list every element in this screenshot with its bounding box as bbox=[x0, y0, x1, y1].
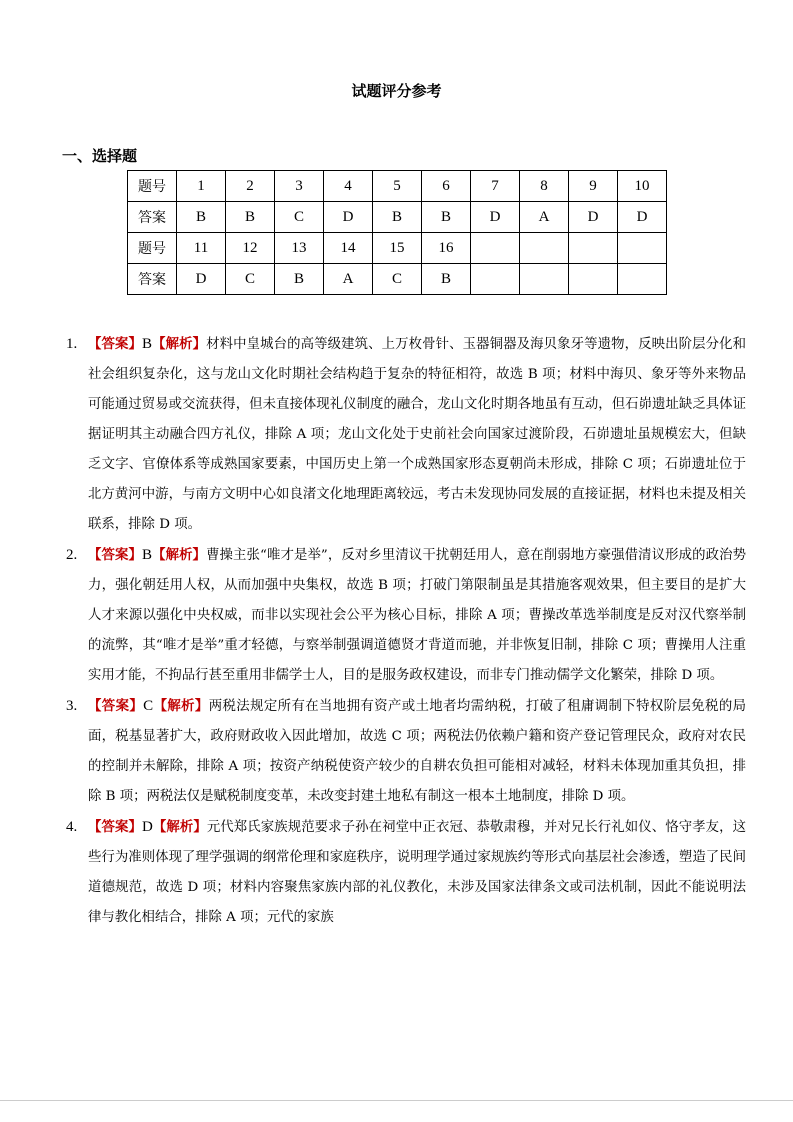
analysis-tag: 【解析】 bbox=[153, 699, 209, 714]
analysis-text: 元代郑氏家族规范要求子孙在祠堂中正衣冠、恭敬肃穆，并对兄长行礼如仪、恪守孝友，这些行为准则体现了理学强调的纲常伦理和家庭秩序，说明理学通过家规族约等形式向基层社会渗透，塑造了民间道德规范，故选 D 项；材料内容聚焦家族内部的礼仪教化，未涉及国家法律条文或司法机制，因此不能说明法律与教化相结合，排除 A 项；元代的家族 bbox=[88, 820, 747, 925]
analysis-tag: 【解析】 bbox=[151, 548, 207, 563]
list-item bbox=[66, 540, 746, 691]
item-number: 4. bbox=[66, 819, 78, 835]
table-cell: D bbox=[618, 202, 667, 233]
table-cell: 15 bbox=[373, 233, 422, 264]
table-cell: B bbox=[275, 264, 324, 295]
table-row bbox=[128, 171, 667, 202]
table-cell: B bbox=[422, 202, 471, 233]
table-cell: 2 bbox=[226, 171, 275, 202]
table-cell bbox=[471, 233, 520, 264]
page-bottom-divider bbox=[0, 1100, 793, 1101]
page-title: 试题评分参考 bbox=[351, 82, 442, 100]
item-number: 2. bbox=[66, 547, 78, 563]
table-cell bbox=[618, 264, 667, 295]
item-number: 1. bbox=[66, 336, 78, 352]
table-cell: A bbox=[324, 264, 373, 295]
table-cell: B bbox=[373, 202, 422, 233]
table-row-header: 题号 bbox=[128, 171, 177, 202]
table-cell: 8 bbox=[520, 171, 569, 202]
item-number: 3. bbox=[66, 698, 78, 714]
table-cell: D bbox=[471, 202, 520, 233]
table-cell: C bbox=[275, 202, 324, 233]
analysis-text: 曹操主张“唯才是举”，反对乡里清议干扰朝廷用人，意在削弱地方豪强借清议形成的政治势力，强化朝廷用人权，从而加强中央集权，故选 B 项；打破门第限制虽是其措施客观效果，但主要目的是扩大人才来源以强化中央权威，而非以实现社会公平为核心目标，排除 A 项；曹操改革选举制度是反对汉代察举制的流弊，其“唯才是举”重才轻德，与察举制强调道德贤才背道而驰，并非恢复旧制，排除 C 项；曹操用人注重实用才能，不拘品行甚至重用非儒学士人，目的是服务政权建设，而非专门推动儒学文化繁荣，排除 D 项。 bbox=[88, 548, 747, 683]
answer-letter: B bbox=[142, 336, 153, 352]
table-cell: 4 bbox=[324, 171, 373, 202]
table-cell bbox=[471, 264, 520, 295]
table-cell: D bbox=[569, 202, 618, 233]
table-cell: D bbox=[177, 264, 226, 295]
answer-tag: 【答案】 bbox=[88, 548, 142, 563]
answer-letter: D bbox=[141, 819, 153, 835]
table-cell: 5 bbox=[373, 171, 422, 202]
table-cell: A bbox=[520, 202, 569, 233]
answer-letter: B bbox=[141, 547, 152, 563]
answer-tag: 【答案】 bbox=[88, 337, 142, 352]
table-cell: D bbox=[324, 202, 373, 233]
table-cell: 3 bbox=[275, 171, 324, 202]
table-cell bbox=[520, 233, 569, 264]
table-cell: 7 bbox=[471, 171, 520, 202]
analysis-tag: 【解析】 bbox=[152, 337, 207, 352]
table-cell: 11 bbox=[177, 233, 226, 264]
table-cell: B bbox=[177, 202, 226, 233]
list-item bbox=[66, 329, 746, 540]
table-cell bbox=[520, 264, 569, 295]
table-row-header: 答案 bbox=[128, 264, 177, 295]
analysis-text: 两税法规定所有在当地拥有资产或土地者均需纳税，打破了租庸调制下特权阶层免税的局面，税基显著扩大，政府财政收入因此增加，故选 C 项；两税法仍依赖户籍和资产登记管理民众，政府对农民的控制并未解除，排除 A 项；按资产纳税使资产较少的自耕农负担可能相对减轻，材料未体现加重其负担，排除 B 项；两税法仅是赋税制度变革，未改变封建土地私有制这一根本土地制度，排除 D 项。 bbox=[88, 699, 747, 804]
table-cell: B bbox=[422, 264, 471, 295]
table-cell: 12 bbox=[226, 233, 275, 264]
table-cell: 16 bbox=[422, 233, 471, 264]
table-cell: C bbox=[226, 264, 275, 295]
table-cell bbox=[569, 233, 618, 264]
table-cell: B bbox=[226, 202, 275, 233]
table-cell: C bbox=[373, 264, 422, 295]
answer-table bbox=[127, 170, 667, 295]
answer-tag: 【答案】 bbox=[88, 820, 142, 835]
table-row bbox=[128, 233, 667, 264]
table-row-header: 题号 bbox=[128, 233, 177, 264]
table-cell: 1 bbox=[177, 171, 226, 202]
table-cell: 6 bbox=[422, 171, 471, 202]
table-cell: 13 bbox=[275, 233, 324, 264]
table-cell: 14 bbox=[324, 233, 373, 264]
table-cell: 9 bbox=[569, 171, 618, 202]
answer-tag: 【答案】 bbox=[88, 699, 144, 714]
table-row bbox=[128, 264, 667, 295]
explanation-list bbox=[66, 329, 746, 933]
table-row bbox=[128, 202, 667, 233]
section-heading: 一、选择题 bbox=[62, 147, 138, 165]
answer-letter: C bbox=[143, 698, 154, 714]
analysis-text: 材料中皇城台的高等级建筑、上万枚骨针、玉器铜器及海贝象牙等遗物，反映出阶层分化和社会组织复杂化，这与龙山文化时期社会结构趋于复杂的特征相符，故选 B 项；材料中海贝、象牙等外来物品可能通过贸易或交流获得，但未直接体现礼仪制度的融合，龙山文化时期各地虽有互动，但石峁遗址缺乏具体证据证明其主动融合四方礼仪，排除 A 项；龙山文化处于史前社会向国家过渡阶段，石峁遗址虽规模宏大，但缺乏文字、官僚体系等成熟国家要素，中国历史上第一个成熟国家形态夏朝尚未形成，排除 C 项；石峁遗址位于北方黄河中游，与南方文明中心如良渚文化地理距离较远，考古未发现协同发展的直接证据，材料也未提及相关联系，排除 D 项。 bbox=[88, 337, 746, 532]
list-item bbox=[66, 691, 746, 812]
table-cell: 10 bbox=[618, 171, 667, 202]
table-cell bbox=[569, 264, 618, 295]
analysis-tag: 【解析】 bbox=[152, 820, 207, 835]
list-item bbox=[66, 812, 746, 933]
table-row-header: 答案 bbox=[128, 202, 177, 233]
table-cell bbox=[618, 233, 667, 264]
